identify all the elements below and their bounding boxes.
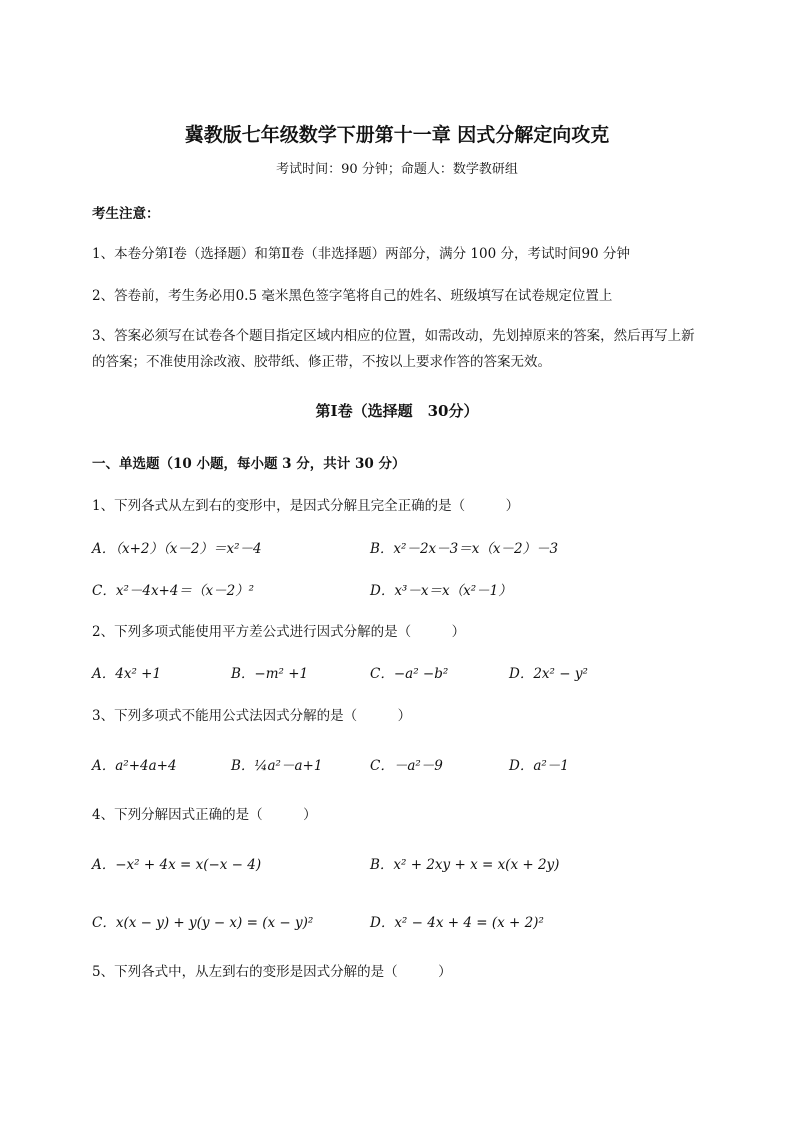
question-4-option-d[interactable]: D．x² − 4x + 4 = (x + 2)² — [370, 915, 544, 931]
part-heading: 一、单选题（10 小题，每小题 3 分，共计 30 分） — [92, 456, 406, 472]
notice-heading: 考生注意： — [92, 206, 160, 222]
question-1-option-c[interactable]: C．x²－4x+4＝（x－2）² — [92, 583, 255, 599]
section-title: 第Ⅰ卷（选择题 30分） — [315, 402, 479, 420]
exam-info: 考试时间：90 分钟；命题人：数学教研组 — [276, 162, 518, 177]
notice-item-1: 1、本卷分第Ⅰ卷（选择题）和第Ⅱ卷（非选择题）两部分，满分 100 分，考试时间90 分钟 — [92, 246, 630, 262]
question-1-option-d[interactable]: D．x³－x＝x（x²－1） — [370, 583, 512, 599]
page-title: 冀教版七年级数学下册第十一章 因式分解定向攻克 — [184, 124, 610, 146]
notice-item-2: 2、答卷前，考生务必用0.5 毫米黑色签字笔将自己的姓名、班级填写在试卷规定位置上 — [92, 288, 613, 304]
question-3-option-b[interactable]: B．¼a²－a+1 — [231, 758, 323, 774]
question-2-option-a[interactable]: A．4x² +1 — [92, 666, 162, 682]
question-3-option-d[interactable]: D．a²－1 — [509, 758, 569, 774]
question-5-stem: 5、下列各式中，从左到右的变形是因式分解的是（ ） — [92, 964, 452, 980]
question-2-option-b[interactable]: B．−m² +1 — [231, 666, 309, 682]
question-3-option-a[interactable]: A．a²+4a+4 — [92, 758, 177, 774]
question-4-option-c[interactable]: C．x(x − y) + y(y − x) = (x − y)² — [92, 915, 314, 931]
question-4-option-b[interactable]: B．x² + 2xy + x = x(x + 2y) — [370, 857, 560, 873]
question-4-stem: 4、下列分解因式正确的是（ ） — [92, 807, 317, 823]
question-3-option-c[interactable]: C．－a²－9 — [370, 758, 443, 774]
question-1-option-a[interactable]: A．（x+2）（x－2）＝x²－4 — [92, 541, 262, 557]
question-1-stem: 1、下列各式从左到右的变形中，是因式分解且完全正确的是（ ） — [92, 498, 520, 514]
notice-item-3: 3、答案必须写在试卷各个题目指定区域内相应的位置，如需改动，先划掉原来的答案，然后再写上新的答案；不准使用涂改液、胶带纸、修正带，不按以上要求作答的答案无效。 — [92, 328, 695, 370]
question-2-option-c[interactable]: C．−a² −b² — [370, 666, 449, 682]
question-1-option-b[interactable]: B．x²－2x－3＝x（x－2）－3 — [370, 541, 559, 557]
question-2-stem: 2、下列多项式能使用平方差公式进行因式分解的是（ ） — [92, 624, 466, 640]
question-3-stem: 3、下列多项式不能用公式法因式分解的是（ ） — [92, 708, 412, 724]
question-2-option-d[interactable]: D．2x² − y² — [509, 666, 588, 682]
question-4-option-a[interactable]: A．−x² + 4x = x(−x − 4) — [92, 857, 262, 873]
